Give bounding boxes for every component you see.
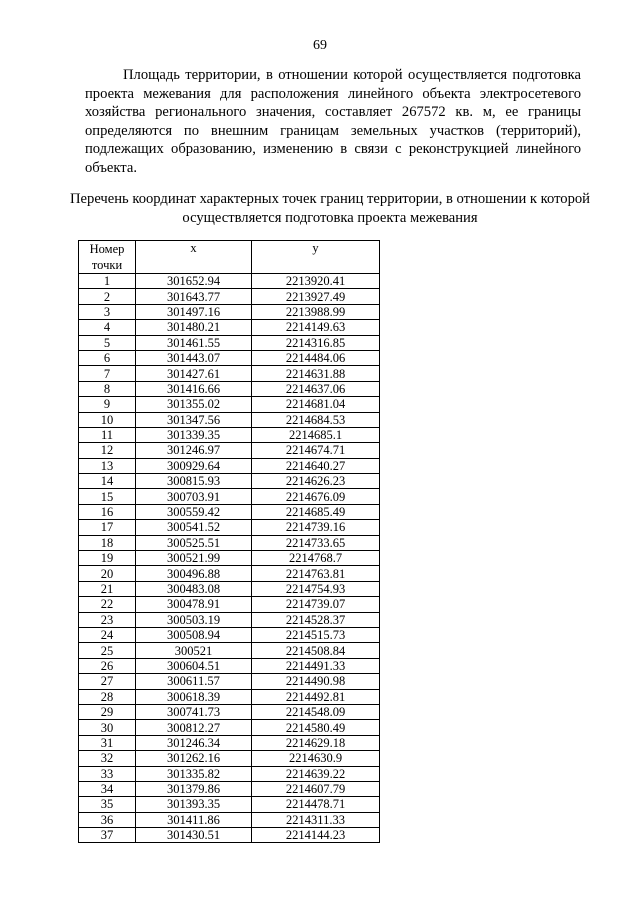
- x-cell: 300741.73: [136, 704, 252, 719]
- y-cell: 2213988.99: [252, 304, 380, 319]
- table-row: [79, 551, 380, 566]
- point-number-cell: 28: [79, 689, 136, 704]
- point-number-cell: 5: [79, 335, 136, 350]
- point-number-cell: 21: [79, 581, 136, 596]
- point-number-cell: 19: [79, 551, 136, 566]
- point-number-cell: 24: [79, 627, 136, 642]
- x-cell: 300525.51: [136, 535, 252, 550]
- point-number-cell: 17: [79, 520, 136, 535]
- point-number-cell: 27: [79, 674, 136, 689]
- table-row: [79, 335, 380, 350]
- y-cell: 2214626.23: [252, 474, 380, 489]
- table-row: [79, 504, 380, 519]
- table-row: [79, 597, 380, 612]
- point-number-cell: 1: [79, 274, 136, 289]
- point-number-cell: 9: [79, 397, 136, 412]
- x-cell: 301443.07: [136, 350, 252, 365]
- coordinates-table: [78, 240, 380, 843]
- y-cell: 2214316.85: [252, 335, 380, 350]
- y-cell: 2214685.49: [252, 504, 380, 519]
- header-x: x: [136, 241, 252, 274]
- x-cell: 301379.86: [136, 781, 252, 796]
- y-cell: 2214640.27: [252, 458, 380, 473]
- point-number-cell: 3: [79, 304, 136, 319]
- x-cell: 301347.56: [136, 412, 252, 427]
- x-cell: 301355.02: [136, 397, 252, 412]
- body-paragraph: Площадь территории, в отношении которой осуществляется подготовка проекта межевания для расположения линейного объекта электросетевого хозяйства регионального значения, составляет 267572 кв. м, ее границы определяются по внешним границам земельных участков (территорий), подлежащих образованию, изменению в связи с реконструкцией линейного объекта.: [85, 67, 581, 176]
- table-row: [79, 812, 380, 827]
- point-number-cell: 6: [79, 350, 136, 365]
- table-row: [79, 474, 380, 489]
- table-row: [79, 366, 380, 381]
- x-cell: 301246.97: [136, 443, 252, 458]
- y-cell: 2214607.79: [252, 781, 380, 796]
- point-number-cell: 31: [79, 735, 136, 750]
- point-number-cell: 11: [79, 427, 136, 442]
- x-cell: 300559.42: [136, 504, 252, 519]
- x-cell: 300508.94: [136, 627, 252, 642]
- x-cell: 301652.94: [136, 274, 252, 289]
- y-cell: 2214674.71: [252, 443, 380, 458]
- y-cell: 2214639.22: [252, 766, 380, 781]
- x-cell: 300618.39: [136, 689, 252, 704]
- x-cell: 300478.91: [136, 597, 252, 612]
- y-cell: 2214580.49: [252, 720, 380, 735]
- y-cell: 2214528.37: [252, 612, 380, 627]
- x-cell: 301480.21: [136, 320, 252, 335]
- table-row: [79, 289, 380, 304]
- table-row: [79, 674, 380, 689]
- x-cell: 301643.77: [136, 289, 252, 304]
- table-row: [79, 427, 380, 442]
- table-row: [79, 781, 380, 796]
- y-cell: 2214631.88: [252, 366, 380, 381]
- point-number-cell: 14: [79, 474, 136, 489]
- table-row: [79, 489, 380, 504]
- x-cell: 300521: [136, 643, 252, 658]
- y-cell: 2214763.81: [252, 566, 380, 581]
- point-number-cell: 20: [79, 566, 136, 581]
- y-cell: 2214676.09: [252, 489, 380, 504]
- table-title: Перечень координат характерных точек границ территории, в отношении к которой осуществляется подготовка проекта межевания: [70, 191, 590, 226]
- y-cell: 2214491.33: [252, 658, 380, 673]
- x-cell: 301461.55: [136, 335, 252, 350]
- y-cell: 2214144.23: [252, 828, 380, 843]
- y-cell: 2214149.63: [252, 320, 380, 335]
- y-cell: 2214684.53: [252, 412, 380, 427]
- table-body: [79, 274, 380, 843]
- table-row: [79, 520, 380, 535]
- table-row: [79, 689, 380, 704]
- table-row: [79, 627, 380, 642]
- x-cell: 300521.99: [136, 551, 252, 566]
- y-cell: 2214733.65: [252, 535, 380, 550]
- y-cell: 2214515.73: [252, 627, 380, 642]
- point-number-cell: 37: [79, 828, 136, 843]
- table-row: [79, 612, 380, 627]
- x-cell: 300611.57: [136, 674, 252, 689]
- x-cell: 301430.51: [136, 828, 252, 843]
- point-number-cell: 29: [79, 704, 136, 719]
- table-row: [79, 581, 380, 596]
- y-cell: 2214490.98: [252, 674, 380, 689]
- y-cell: 2214630.9: [252, 751, 380, 766]
- x-cell: 300812.27: [136, 720, 252, 735]
- table-row: [79, 320, 380, 335]
- y-cell: 2214508.84: [252, 643, 380, 658]
- table-row: [79, 304, 380, 319]
- table-row: [79, 704, 380, 719]
- table-row: [79, 658, 380, 673]
- table-row: [79, 797, 380, 812]
- y-cell: 2214754.93: [252, 581, 380, 596]
- x-cell: 301427.61: [136, 366, 252, 381]
- table-row: [79, 643, 380, 658]
- x-cell: 301335.82: [136, 766, 252, 781]
- x-cell: 301497.16: [136, 304, 252, 319]
- x-cell: 301339.35: [136, 427, 252, 442]
- table-row: [79, 828, 380, 843]
- table-row: [79, 443, 380, 458]
- y-cell: 2214629.18: [252, 735, 380, 750]
- point-number-cell: 18: [79, 535, 136, 550]
- y-cell: 2214685.1: [252, 427, 380, 442]
- point-number-cell: 12: [79, 443, 136, 458]
- x-cell: 300815.93: [136, 474, 252, 489]
- table-header-row: [79, 241, 380, 274]
- table-row: [79, 535, 380, 550]
- y-cell: 2214637.06: [252, 381, 380, 396]
- x-cell: 301393.35: [136, 797, 252, 812]
- x-cell: 301416.66: [136, 381, 252, 396]
- table-row: [79, 350, 380, 365]
- point-number-cell: 26: [79, 658, 136, 673]
- y-cell: 2214768.7: [252, 551, 380, 566]
- table-row: [79, 720, 380, 735]
- point-number-cell: 10: [79, 412, 136, 427]
- x-cell: 300483.08: [136, 581, 252, 596]
- x-cell: 300703.91: [136, 489, 252, 504]
- point-number-cell: 22: [79, 597, 136, 612]
- point-number-cell: 7: [79, 366, 136, 381]
- x-cell: 300496.88: [136, 566, 252, 581]
- point-number-cell: 33: [79, 766, 136, 781]
- y-cell: 2214739.16: [252, 520, 380, 535]
- table-row: [79, 735, 380, 750]
- point-number-cell: 8: [79, 381, 136, 396]
- point-number-cell: 16: [79, 504, 136, 519]
- point-number-cell: 36: [79, 812, 136, 827]
- header-y: y: [252, 241, 380, 274]
- y-cell: 2214311.33: [252, 812, 380, 827]
- y-cell: 2214492.81: [252, 689, 380, 704]
- table-row: [79, 751, 380, 766]
- table-row: [79, 397, 380, 412]
- y-cell: 2214739.07: [252, 597, 380, 612]
- x-cell: 300604.51: [136, 658, 252, 673]
- point-number-cell: 34: [79, 781, 136, 796]
- table-row: [79, 458, 380, 473]
- point-number-cell: 13: [79, 458, 136, 473]
- point-number-cell: 35: [79, 797, 136, 812]
- x-cell: 301411.86: [136, 812, 252, 827]
- table-row: [79, 566, 380, 581]
- header-point-number: Номер точки: [79, 241, 136, 274]
- x-cell: 301246.34: [136, 735, 252, 750]
- x-cell: 300541.52: [136, 520, 252, 535]
- table-row: [79, 766, 380, 781]
- page-number: 69: [313, 38, 327, 53]
- x-cell: 301262.16: [136, 751, 252, 766]
- y-cell: 2214548.09: [252, 704, 380, 719]
- table-row: [79, 381, 380, 396]
- y-cell: 2213920.41: [252, 274, 380, 289]
- point-number-cell: 2: [79, 289, 136, 304]
- point-number-cell: 23: [79, 612, 136, 627]
- x-cell: 300503.19: [136, 612, 252, 627]
- point-number-cell: 25: [79, 643, 136, 658]
- y-cell: 2214478.71: [252, 797, 380, 812]
- y-cell: 2213927.49: [252, 289, 380, 304]
- y-cell: 2214681.04: [252, 397, 380, 412]
- point-number-cell: 32: [79, 751, 136, 766]
- table-row: [79, 412, 380, 427]
- table-row: [79, 274, 380, 289]
- x-cell: 300929.64: [136, 458, 252, 473]
- point-number-cell: 30: [79, 720, 136, 735]
- point-number-cell: 15: [79, 489, 136, 504]
- y-cell: 2214484.06: [252, 350, 380, 365]
- point-number-cell: 4: [79, 320, 136, 335]
